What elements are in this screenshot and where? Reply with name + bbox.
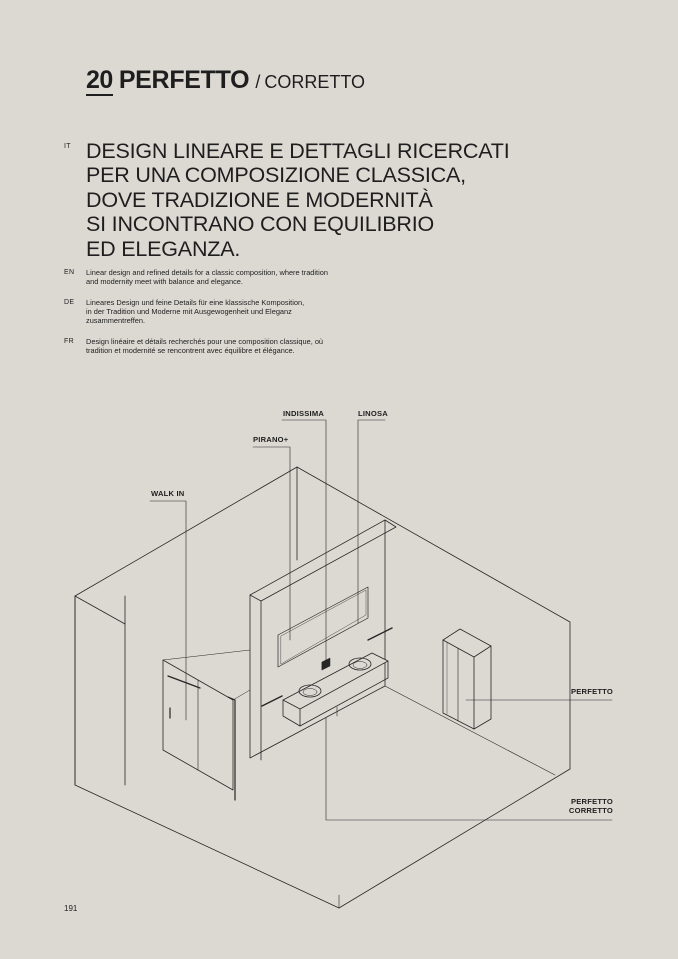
headline-line: DOVE TRADIZIONE E MODERNITÀ [86, 187, 433, 212]
label-linosa: LINOSA [358, 409, 388, 418]
tall-cabinet-right [443, 629, 491, 729]
collection-name: PERFETTO [118, 66, 250, 94]
description-line: zusammentreffen. [86, 316, 146, 325]
description-line: Lineares Design und feine Details für eine klassische Komposition, [86, 298, 305, 307]
lang-code-fr: FR [64, 338, 74, 345]
collection-variant: CORRETTO [264, 72, 365, 92]
lang-code-it: IT [64, 143, 71, 150]
lang-code-de: DE [64, 299, 75, 306]
description-line: and modernity meet with balance and elegance. [86, 277, 243, 286]
label-perfetto: PERFETTO [571, 687, 613, 696]
title-separator: / [255, 72, 261, 92]
walk-in-shower [163, 650, 250, 800]
label-pirano: PIRANO+ [253, 435, 289, 444]
description-line: Linear design and refined details for a classic composition, where tradition [86, 268, 328, 277]
headline-line: SI INCONTRANO CON EQUILIBRIO [86, 212, 434, 237]
partition-wall [250, 520, 396, 760]
description-line: tradition et modernité se rencontrent avec équilibre et élégance. [86, 346, 295, 355]
label-line: PERFETTO [571, 797, 613, 806]
description-line: in der Tradition und Moderne mit Ausgewogenheit und Eleganz [86, 307, 292, 316]
description-line: Design linéaire et détails recherchés pour une composition classique, où [86, 337, 324, 346]
collection-number: 20 [86, 66, 113, 94]
headline-line: ED ELEGANZA. [86, 236, 241, 261]
label-walk-in: WALK IN [151, 489, 185, 498]
lang-code-en: EN [64, 269, 75, 276]
label-indissima: INDISSIMA [283, 409, 325, 418]
label-line: CORRETTO [568, 806, 613, 815]
headline-line: PER UNA COMPOSIZIONE CLASSICA, [86, 163, 466, 188]
label-perfetto-corretto [540, 797, 613, 815]
page-number: 191 [64, 904, 78, 913]
tall-cabinet-left [75, 596, 125, 785]
headline-line: DESIGN LINEARE E DETTAGLI RICERCATI [86, 139, 510, 163]
